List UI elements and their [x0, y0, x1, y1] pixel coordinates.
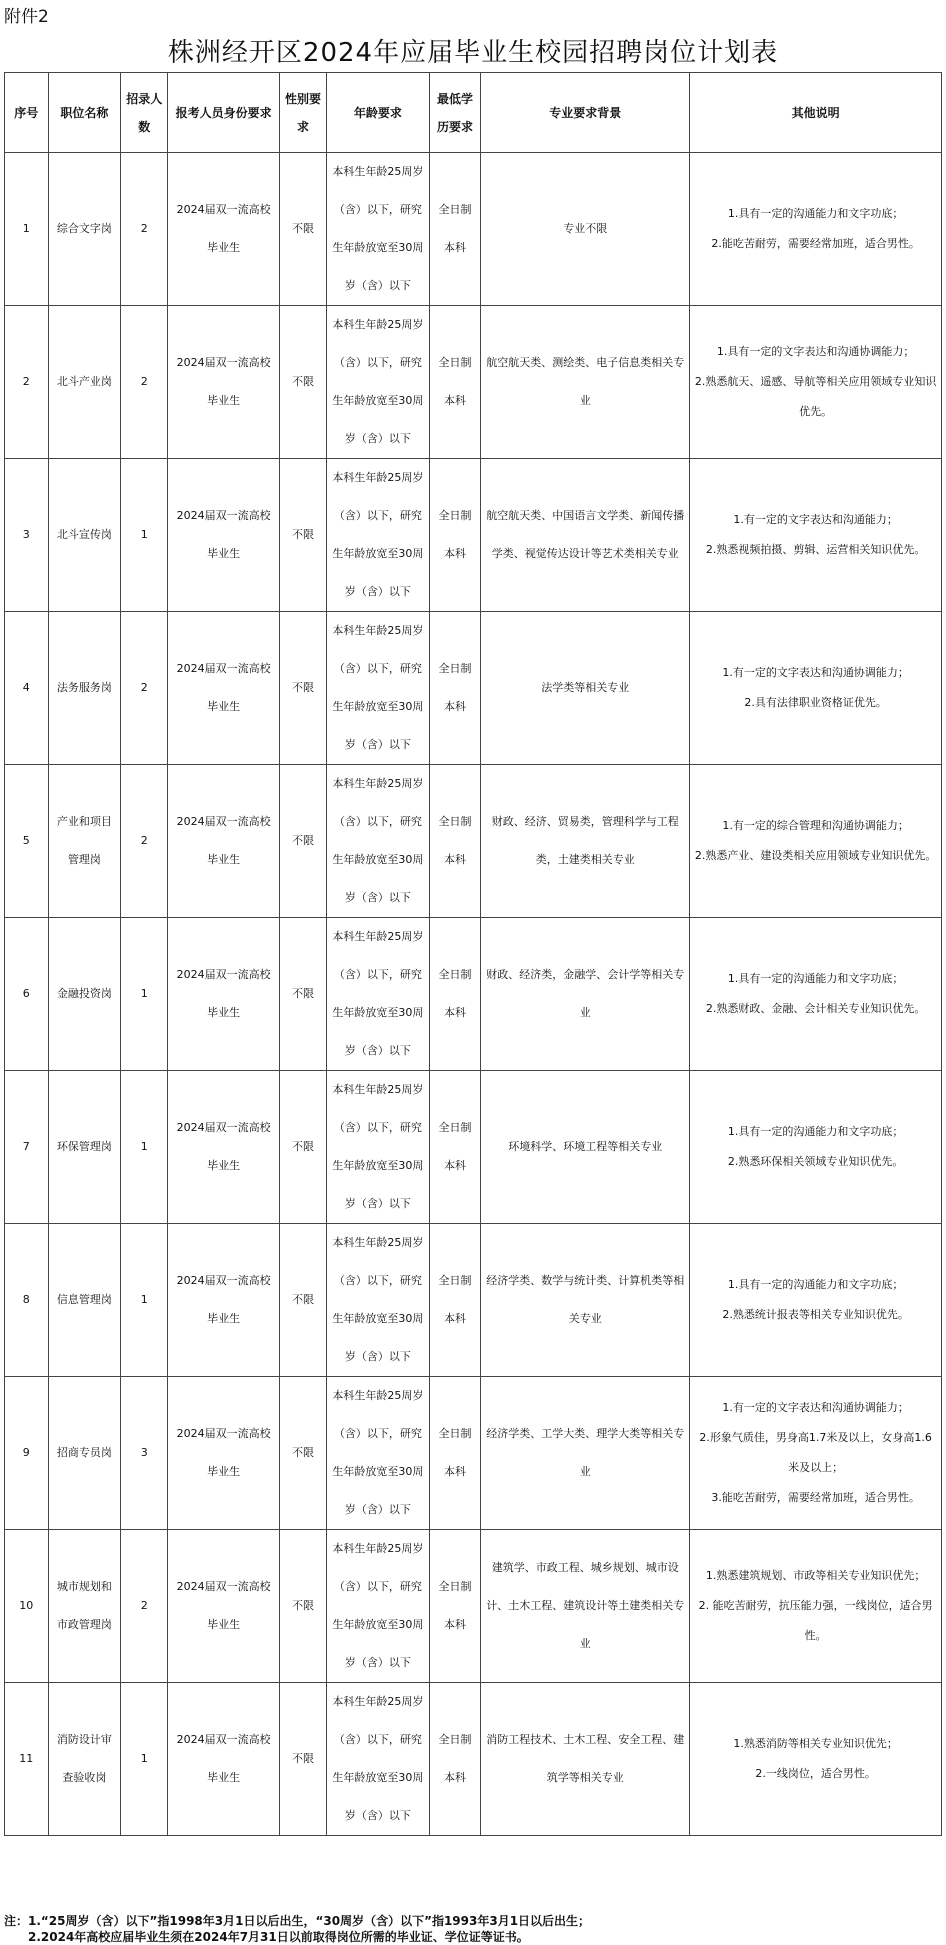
note-line: 3.能吃苦耐劳，需要经常加班，适合男性。	[711, 1491, 920, 1504]
cell-no: 2	[5, 306, 49, 459]
cell-age: 本科生年龄25周岁（含）以下，研究生年龄放宽至30周岁（含）以下	[326, 306, 429, 459]
note-line: 1.具有一定的文字表达和沟通协调能力；	[716, 345, 915, 358]
header-gender: 性别要求	[280, 73, 327, 153]
cell-position: 金融投资岗	[48, 918, 121, 1071]
header-identity: 报考人员身份要求	[168, 73, 280, 153]
note-line: 1.有一定的文字表达和沟通协调能力；	[722, 666, 909, 679]
cell-no: 7	[5, 1071, 49, 1224]
cell-no: 1	[5, 153, 49, 306]
cell-no: 3	[5, 459, 49, 612]
cell-age: 本科生年龄25周岁（含）以下，研究生年龄放宽至30周岁（含）以下	[326, 765, 429, 918]
cell-no: 9	[5, 1377, 49, 1530]
header-position: 职位名称	[48, 73, 121, 153]
cell-gender: 不限	[280, 306, 327, 459]
footnote-2: 2.2024年高校应届毕业生须在2024年7月31日以前取得岗位所需的毕业证、学位证等证书。	[28, 1930, 529, 1944]
cell-position: 法务服务岗	[48, 612, 121, 765]
note-line: 2.形象气质佳，男身高1.7米及以上，女身高1.6米及以上；	[699, 1431, 932, 1474]
note-line: 1.熟悉建筑规划、市政等相关专业知识优先；	[705, 1569, 926, 1582]
cell-count: 1	[121, 459, 168, 612]
cell-major: 经济学类、工学大类、理学大类等相关专业	[481, 1377, 690, 1530]
cell-major: 建筑学、市政工程、城乡规划、城市设计、土木工程、建筑设计等土建类相关专业	[481, 1530, 690, 1683]
cell-identity: 2024届双一流高校毕业生	[168, 765, 280, 918]
note-line: 2.熟悉产业、建设类相关应用领域专业知识优先。	[694, 849, 937, 862]
cell-notes	[690, 153, 942, 306]
note-line: 2.熟悉财政、金融、会计相关专业知识优先。	[705, 1002, 926, 1015]
cell-age: 本科生年龄25周岁（含）以下，研究生年龄放宽至30周岁（含）以下	[326, 918, 429, 1071]
cell-gender: 不限	[280, 1071, 327, 1224]
cell-education: 全日制本科	[429, 1224, 480, 1377]
cell-education: 全日制本科	[429, 765, 480, 918]
cell-major: 消防工程技术、土木工程、安全工程、建筑学等相关专业	[481, 1683, 690, 1836]
cell-education: 全日制本科	[429, 1377, 480, 1530]
cell-count: 2	[121, 306, 168, 459]
table-row	[5, 612, 942, 765]
cell-notes	[690, 1683, 942, 1836]
cell-education: 全日制本科	[429, 459, 480, 612]
cell-major: 环境科学、环境工程等相关专业	[481, 1071, 690, 1224]
cell-major: 法学类等相关专业	[481, 612, 690, 765]
cell-identity: 2024届双一流高校毕业生	[168, 1377, 280, 1530]
cell-identity: 2024届双一流高校毕业生	[168, 1683, 280, 1836]
cell-education: 全日制本科	[429, 1071, 480, 1224]
header-notes: 其他说明	[690, 73, 942, 153]
cell-gender: 不限	[280, 918, 327, 1071]
note-line: 2.熟悉航天、遥感、导航等相关应用领域专业知识优先。	[694, 375, 937, 418]
header-age: 年龄要求	[326, 73, 429, 153]
cell-count: 1	[121, 1071, 168, 1224]
cell-count: 2	[121, 612, 168, 765]
cell-notes	[690, 459, 942, 612]
cell-education: 全日制本科	[429, 1683, 480, 1836]
cell-major: 财政、经济类，金融学、会计学等相关专业	[481, 918, 690, 1071]
cell-major: 经济学类、数学与统计类、计算机类等相关专业	[481, 1224, 690, 1377]
cell-position: 信息管理岗	[48, 1224, 121, 1377]
attachment-label: 附件2	[4, 7, 49, 27]
cell-count: 1	[121, 918, 168, 1071]
cell-position: 招商专员岗	[48, 1377, 121, 1530]
cell-notes	[690, 1530, 942, 1683]
cell-education: 全日制本科	[429, 1530, 480, 1683]
footnote-1: 注：1.“25周岁（含）以下”指1998年3月1日以后出生，“30周岁（含）以下”指1993年3月1日以后出生；	[4, 1914, 591, 1928]
cell-education: 全日制本科	[429, 153, 480, 306]
cell-education: 全日制本科	[429, 918, 480, 1071]
cell-gender: 不限	[280, 1683, 327, 1836]
table-row	[5, 459, 942, 612]
recruitment-plan-table	[4, 72, 942, 1836]
cell-age: 本科生年龄25周岁（含）以下，研究生年龄放宽至30周岁（含）以下	[326, 153, 429, 306]
cell-count: 2	[121, 1530, 168, 1683]
note-line: 1.有一定的综合管理和沟通协调能力；	[722, 819, 909, 832]
cell-education: 全日制本科	[429, 306, 480, 459]
note-line: 1.有一定的文字表达和沟通能力；	[733, 513, 898, 526]
cell-major: 航空航天类、测绘类、电子信息类相关专业	[481, 306, 690, 459]
cell-position: 产业和项目管理岗	[48, 765, 121, 918]
cell-notes	[690, 612, 942, 765]
cell-no: 8	[5, 1224, 49, 1377]
note-line: 1.熟悉消防等相关专业知识优先；	[733, 1737, 898, 1750]
cell-count: 2	[121, 765, 168, 918]
cell-age: 本科生年龄25周岁（含）以下，研究生年龄放宽至30周岁（含）以下	[326, 459, 429, 612]
cell-gender: 不限	[280, 1530, 327, 1683]
cell-position: 综合文字岗	[48, 153, 121, 306]
note-line: 2. 能吃苦耐劳，抗压能力强，一线岗位，适合男性。	[698, 1599, 933, 1642]
cell-position: 城市规划和市政管理岗	[48, 1530, 121, 1683]
header-education: 最低学历要求	[429, 73, 480, 153]
table-row	[5, 1224, 942, 1377]
cell-notes	[690, 1224, 942, 1377]
header-major: 专业要求背景	[481, 73, 690, 153]
cell-major: 财政、经济、贸易类，管理科学与工程类，土建类相关专业	[481, 765, 690, 918]
cell-age: 本科生年龄25周岁（含）以下，研究生年龄放宽至30周岁（含）以下	[326, 1683, 429, 1836]
cell-identity: 2024届双一流高校毕业生	[168, 1071, 280, 1224]
cell-notes	[690, 918, 942, 1071]
cell-no: 5	[5, 765, 49, 918]
note-line: 2.熟悉统计报表等相关专业知识优先。	[722, 1308, 909, 1321]
cell-identity: 2024届双一流高校毕业生	[168, 306, 280, 459]
cell-gender: 不限	[280, 459, 327, 612]
table-row	[5, 1377, 942, 1530]
note-line: 2.具有法律职业资格证优先。	[744, 696, 887, 709]
note-line: 1.具有一定的沟通能力和文字功底；	[727, 207, 904, 220]
header-no: 序号	[5, 73, 49, 153]
cell-gender: 不限	[280, 1377, 327, 1530]
cell-no: 6	[5, 918, 49, 1071]
cell-notes	[690, 1377, 942, 1530]
cell-notes	[690, 306, 942, 459]
note-line: 2.一线岗位，适合男性。	[755, 1767, 876, 1780]
cell-education: 全日制本科	[429, 612, 480, 765]
cell-gender: 不限	[280, 1224, 327, 1377]
cell-age: 本科生年龄25周岁（含）以下，研究生年龄放宽至30周岁（含）以下	[326, 612, 429, 765]
header-count: 招录人数	[121, 73, 168, 153]
cell-position: 消防设计审查验收岗	[48, 1683, 121, 1836]
cell-no: 4	[5, 612, 49, 765]
cell-gender: 不限	[280, 612, 327, 765]
table-row	[5, 153, 942, 306]
table-row	[5, 1071, 942, 1224]
note-line: 2.熟悉环保相关领域专业知识优先。	[727, 1155, 904, 1168]
cell-age: 本科生年龄25周岁（含）以下，研究生年龄放宽至30周岁（含）以下	[326, 1224, 429, 1377]
cell-age: 本科生年龄25周岁（含）以下，研究生年龄放宽至30周岁（含）以下	[326, 1377, 429, 1530]
cell-identity: 2024届双一流高校毕业生	[168, 612, 280, 765]
note-line: 2.熟悉视频拍摄、剪辑、运营相关知识优先。	[705, 543, 926, 556]
cell-identity: 2024届双一流高校毕业生	[168, 1530, 280, 1683]
cell-age: 本科生年龄25周岁（含）以下，研究生年龄放宽至30周岁（含）以下	[326, 1530, 429, 1683]
table-row	[5, 1683, 942, 1836]
table-row	[5, 1530, 942, 1683]
cell-position: 北斗产业岗	[48, 306, 121, 459]
table-row	[5, 765, 942, 918]
cell-gender: 不限	[280, 153, 327, 306]
page-title: 株洲经开区2024年应届毕业生校园招聘岗位计划表	[167, 38, 779, 68]
cell-identity: 2024届双一流高校毕业生	[168, 459, 280, 612]
cell-identity: 2024届双一流高校毕业生	[168, 918, 280, 1071]
cell-count: 2	[121, 153, 168, 306]
table-row	[5, 918, 942, 1071]
cell-count: 1	[121, 1224, 168, 1377]
table-header-row	[5, 73, 942, 153]
cell-count: 1	[121, 1683, 168, 1836]
cell-identity: 2024届双一流高校毕业生	[168, 1224, 280, 1377]
cell-position: 环保管理岗	[48, 1071, 121, 1224]
note-line: 2.能吃苦耐劳，需要经常加班，适合男性。	[711, 237, 920, 250]
note-line: 1.有一定的文字表达和沟通协调能力；	[722, 1401, 909, 1414]
cell-no: 11	[5, 1683, 49, 1836]
note-line: 1.具有一定的沟通能力和文字功底；	[727, 972, 904, 985]
note-line: 1.具有一定的沟通能力和文字功底；	[727, 1278, 904, 1291]
table-row	[5, 306, 942, 459]
cell-major: 专业不限	[481, 153, 690, 306]
cell-count: 3	[121, 1377, 168, 1530]
cell-position: 北斗宣传岗	[48, 459, 121, 612]
cell-notes	[690, 765, 942, 918]
cell-major: 航空航天类、中国语言文学类、新闻传播学类、视觉传达设计等艺术类相关专业	[481, 459, 690, 612]
cell-notes	[690, 1071, 942, 1224]
cell-no: 10	[5, 1530, 49, 1683]
cell-identity: 2024届双一流高校毕业生	[168, 153, 280, 306]
cell-age: 本科生年龄25周岁（含）以下，研究生年龄放宽至30周岁（含）以下	[326, 1071, 429, 1224]
note-line: 1.具有一定的沟通能力和文字功底；	[727, 1125, 904, 1138]
cell-gender: 不限	[280, 765, 327, 918]
